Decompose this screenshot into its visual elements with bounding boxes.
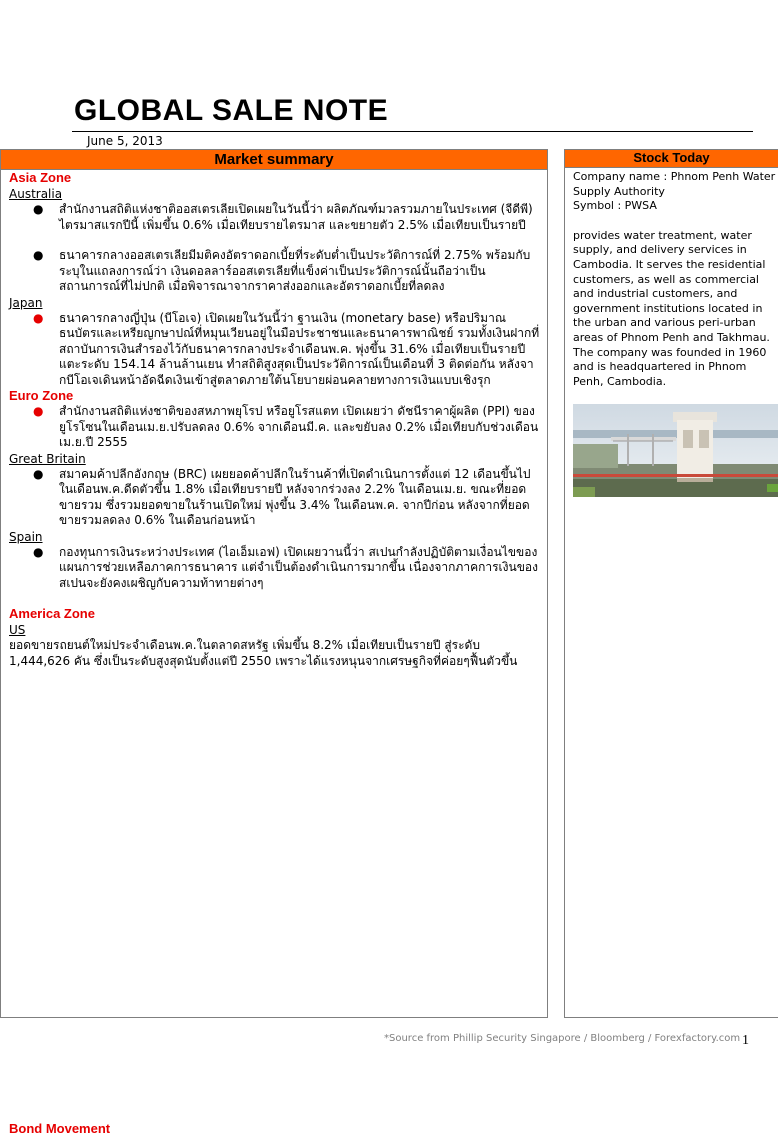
us-paragraph: ยอดขายรถยนต์ใหม่ประจำเดือนพ.ค.ในตลาดสหรัฐ เพิ่มขึ้น 8.2% เมื่อเทียบเป็นรายปี สู่ระดับ 1,444,626 คัน ซึ่งเป็นระดับสูงสุดนับตั้งแต่ปี 2550 เพราะได้แรงหนุนจากเศรษฐกิจที่ค่อยๆฟื้นตัวขึ้น [9,638,518,668]
page-title: GLOBAL SALE NOTE [74,94,389,127]
list-item: ● สำนักงานสถิติแห่งชาติออสเตรเลียเปิดเผยในวันนี้ว่า ผลิตภัณฑ์มวลรวมภายในประเทศ (จีดีพี) ไตรมาสแรกปีนี้ เพิ่มขึ้น 0.6% เมื่อเทียบรายไตรมาส และขยายตัว 2.5% เมื่อเทียบเป็นรายปี [33,202,533,232]
page-number: 1 [742,1033,749,1048]
spain-list [9,545,541,592]
market-summary-panel [0,149,548,1136]
section-spacer [9,591,541,606]
stock-info [573,170,778,389]
source-note: *Source from Phillip Security Singapore / Bloomberg / Forexfactory.com [384,1033,741,1044]
bullet-icon: ● [33,310,44,325]
stock-symbol: Symbol : PWSA [573,199,657,213]
country-heading-australia: Australia [9,187,63,201]
list-item: ● สมาคมค้าปลีกอังกฤษ (BRC) เผยยอดค้าปลีกในร้านค้าที่เปิดดำเนินการตั้งแต่ 12 เดือนขึ้นไปในเดือนพ.ค.ดีดตัวขึ้น 1.8% เมื่อเทียบรายปี หลังจากร่วงลง 2.2% ในเดือนเม.ย. ขณะที่ยอดขายรวม ซึ่งรวมยอดขายในร้านเปิดใหม่ พุ่งขึ้น 3.4% ในเดือนพ.ค. จากปีก่อน หลังจากที่ยอดขายรวมลดลง 0.6% ในเดือนก่อนหน้า [33,466,531,527]
list-item: ● ธนาคารกลางออสเตรเลียมีมติคงอัตราดอกเบี้ยที่ระดับต่ำเป็นประวัติการณ์ที่ 2.75% พร้อมกับระบุในแถลงการณ์ว่า เงินดอลลาร์ออสเตรเลียที่แข็งค่าเป็นประวัติการณ์นั้นถือว่าเป็นสถานการณ์ที่ไม่ปกติ เมื่อพิจารณาจากราคาส่งออกและอัตราดอกเบี้ยที่ลดลง [33,248,531,293]
euro-list [9,404,541,451]
australia-list [9,202,541,295]
bullet-icon: ● [33,544,44,559]
zone-heading-euro: Euro Zone [9,388,74,403]
bullet-icon: ● [33,404,44,418]
zone-heading-america: America Zone [9,606,95,621]
stock-today-heading: Stock Today [565,150,778,168]
market-summary-heading: Market summary [1,150,547,170]
japan-list [9,311,541,389]
country-heading-great-britain: Great Britain [9,451,86,466]
water-tower-photo [573,404,778,497]
bullet-icon: ● [33,466,44,481]
company-name: Company name : Phnom Penh Water Supply Authority [573,170,776,198]
list-item: ● สำนักงานสถิติแห่งชาติของสหภาพยุโรป หรือยูโรสแตท เปิดเผยว่า ดัชนีราคาผู้ผลิต (PPI) ของยูโรโซนในเดือนเม.ย.ปรับลดลง 0.6% จากเดือนมี.ค. และขยับลง 0.2% เมื่อเทียบกับช่วงเดือนเม.ย.ปี 2555 [33,404,539,449]
list-spacer [9,233,541,248]
water-tower-photo-icon [573,404,778,497]
title-rule [72,131,753,132]
country-heading-us: US [9,623,26,637]
zone-heading-bond: Bond Movement [9,1121,111,1136]
market-summary-content [9,170,541,669]
stock-today-panel [564,149,778,1018]
country-heading-spain: Spain [9,529,43,544]
zone-heading-asia: Asia Zone [9,170,72,185]
company-description: provides water treatment, water supply, and delivery services in Cambodia. It serves the residential customers, as well as commercial and industrial customers, and government institutions located in the urban and various peri-urban areas of Phnom Penh and Takhmau. The company was founded in 1960 and is headquartered in Phnom Penh, Cambodia. [573,228,770,388]
bullet-icon: ● [33,248,44,262]
country-heading-japan: Japan [9,295,43,310]
bullet-icon: ● [33,202,44,216]
list-item: ● ธนาคารกลางญี่ปุ่น (บีโอเจ) เปิดเผยในวันนี้ว่า ฐานเงิน (monetary base) หรือปริมาณธนบัตรและเหรียญกษาปณ์ที่หมุนเวียนอยู่ในมือประชาชนและธนาคารพาณิชย์ รวมทั้งเงินฝากที่สถาบันการเงินสำรองไว้กับธนาคารกลางประจำเดือนพ.ค. พุ่งขึ้น 31.6% เมื่อเทียบเป็นรายปี แตะระดับ 154.14 ล้านล้านเยน ทำสถิติสูงสุดเป็นประวัติการณ์เป็นเดือนที่ 3 ติดต่อกัน หลังจากบีโอเจเดินหน้าอัดฉีดเงินเข้าสู่ตลาดภายใต้นโยบายผ่อนคลายทางการเงินแบบเชิงรุก [33,310,540,387]
list-item: ● กองทุนการเงินระหว่างประเทศ (ไอเอ็มเอฟ) เปิดเผยวานนี้ว่า สเปนกำลังปฏิบัติตามเงื่อนไขของแผนการช่วยเหลือภาคการธนาคาร แต่จำเป็นต้องดำเนินการมากขึ้น เนื่องจากภาคการเงินของสเปนจะยังคงเผชิญกับความท้าทายต่างๆ [33,544,538,590]
britain-list [9,467,541,529]
report-date: June 5, 2013 [87,134,163,148]
